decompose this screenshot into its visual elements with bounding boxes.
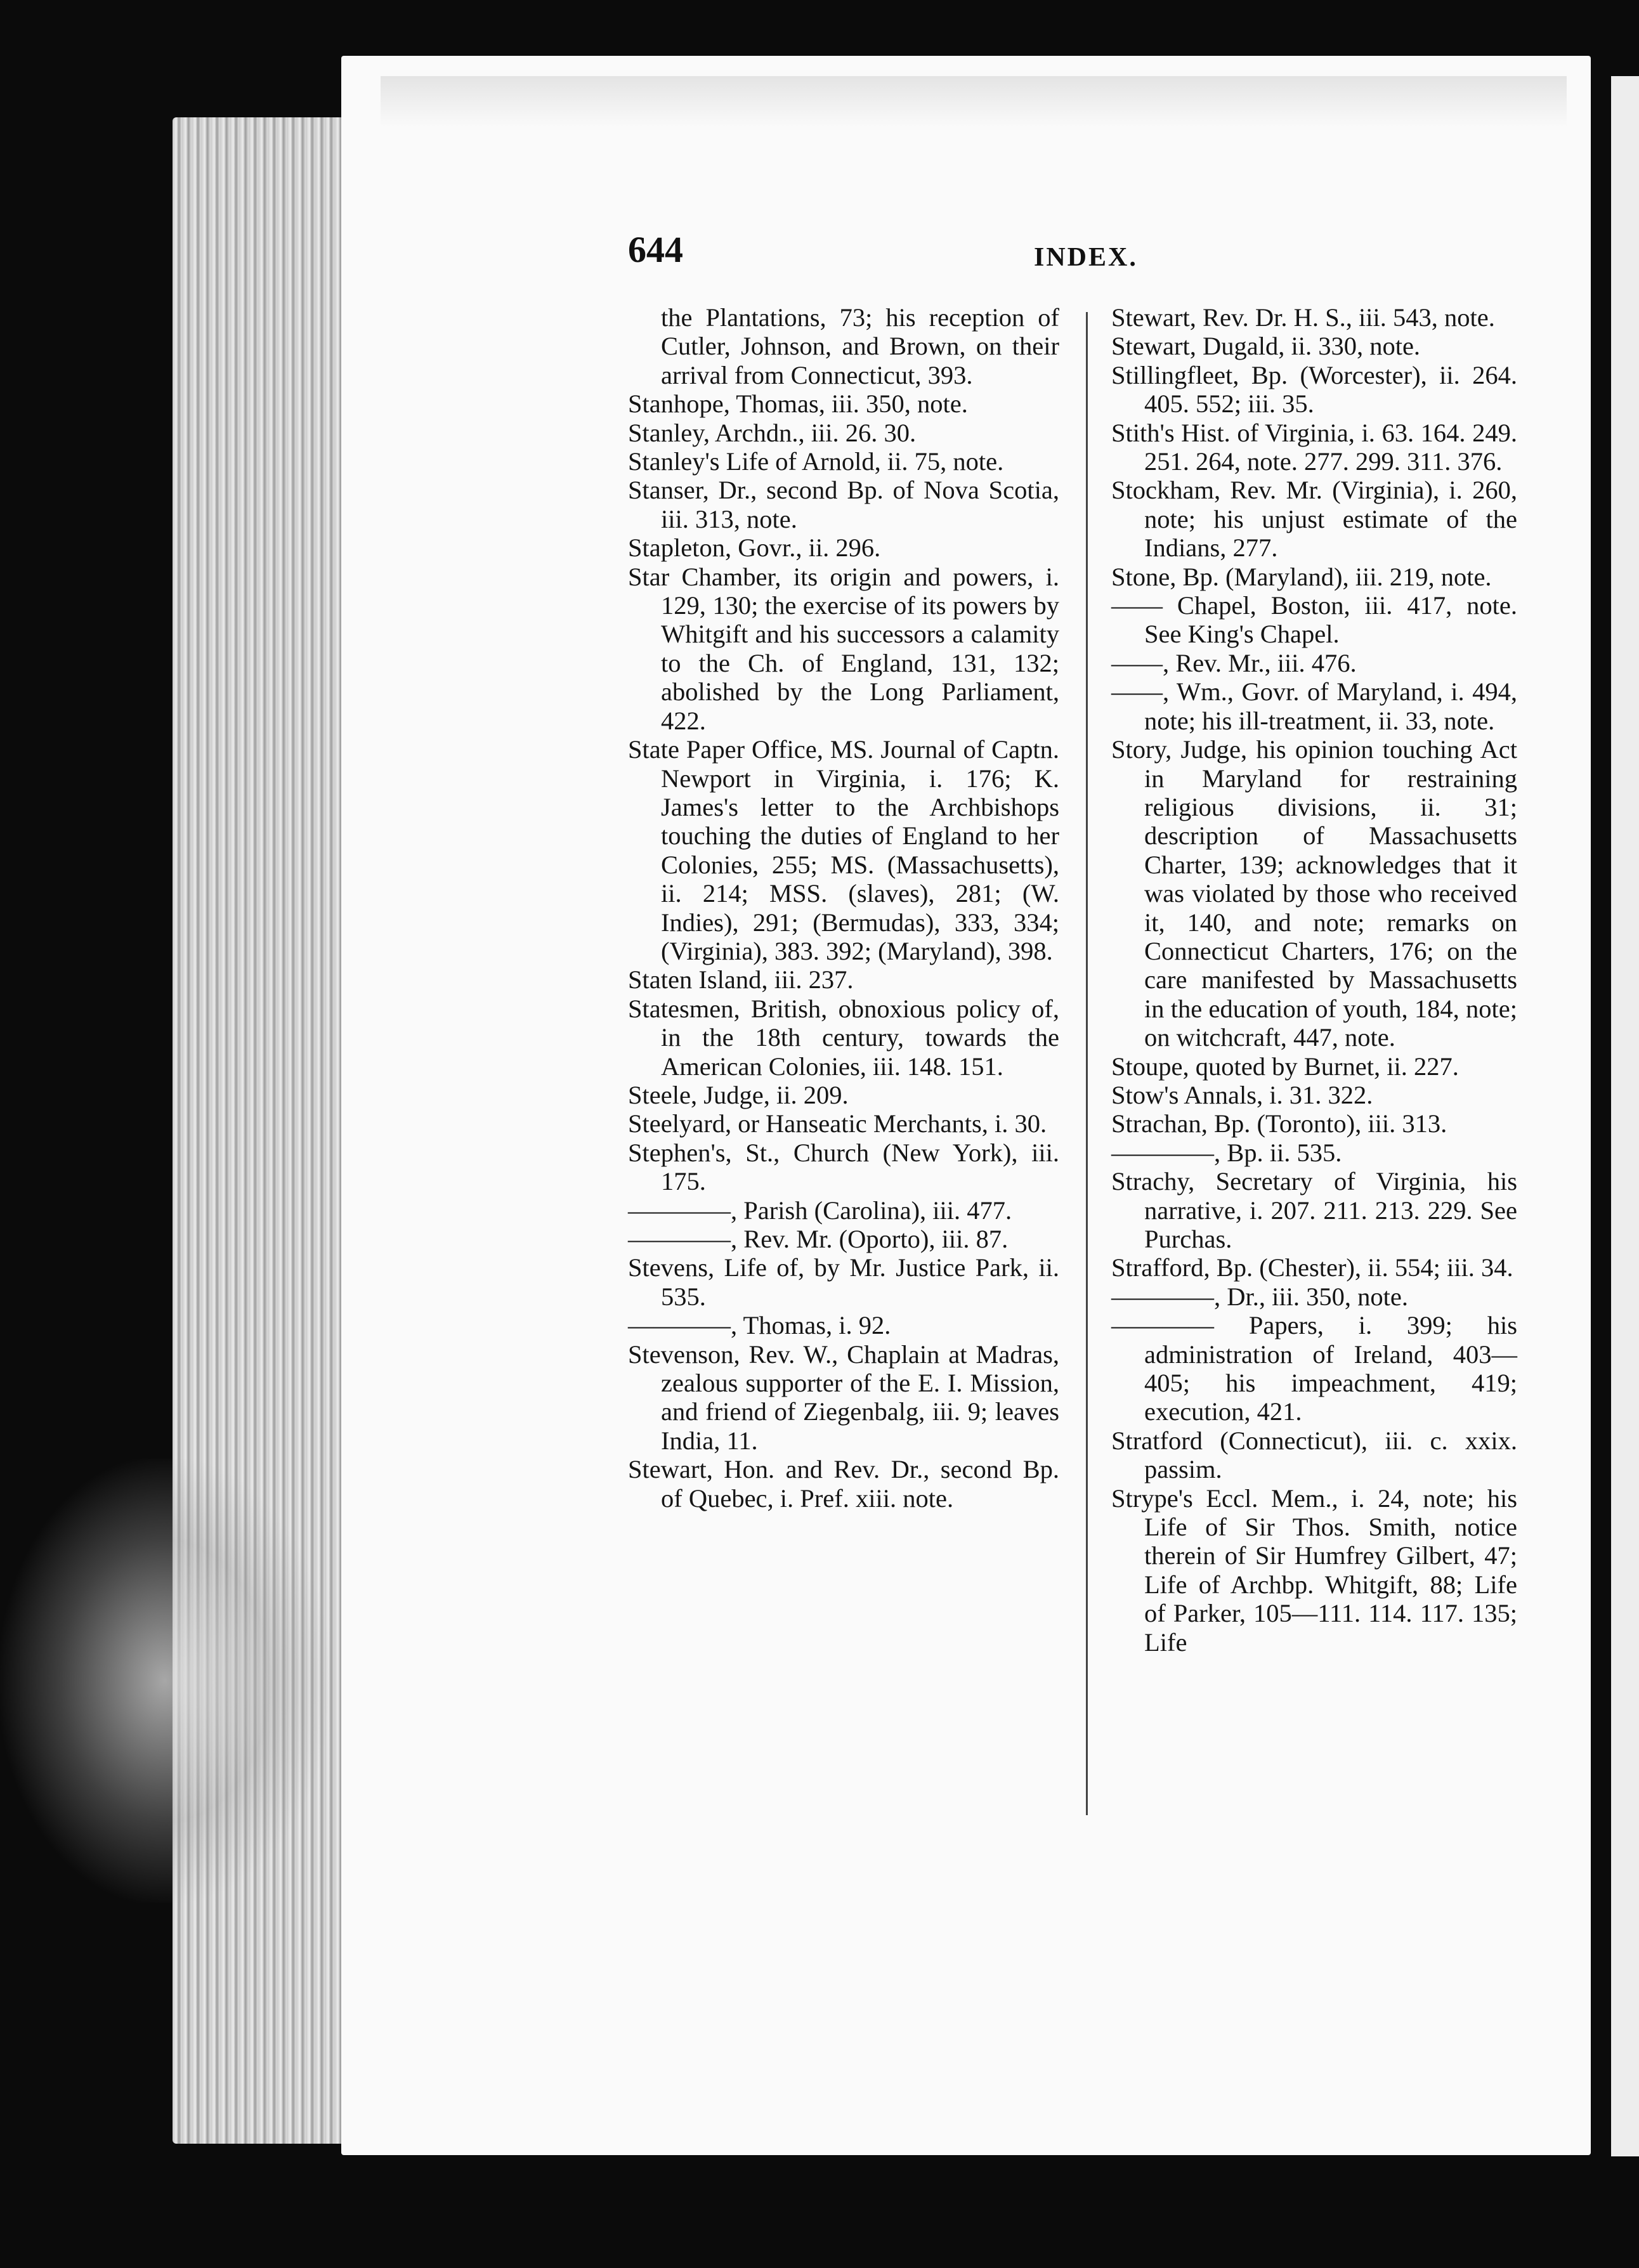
index-entry: Strachy, Secretary of Virginia, his narrative, i. 207. 211. 213. 229. See Purchas. <box>1111 1167 1517 1253</box>
index-entry: Stevens, Life of, by Mr. Justice Park, ii. 535. <box>628 1253 1059 1311</box>
index-entry: Stoupe, quoted by Burnet, ii. 227. <box>1111 1052 1459 1081</box>
index-entry: Stewart, Hon. and Rev. Dr., second Bp. of Quebec, i. Pref. xiii. note. <box>628 1455 1059 1513</box>
index-entry: Steelyard, or Hanseatic Merchants, i. 30. <box>628 1109 1047 1138</box>
index-entry: Stanley's Life of Arnold, ii. 75, note. <box>628 447 1004 476</box>
index-entry: Stapleton, Govr., ii. 296. <box>628 533 881 563</box>
index-entry: Stillingfleet, Bp. (Worcester), ii. 264. 405. 552; iii. 35. <box>1111 360 1517 419</box>
running-head: INDEX. <box>1034 243 1138 272</box>
index-entry: ————, Dr., iii. 350, note. <box>1111 1282 1408 1311</box>
index-entry: ——, Wm., Govr. of Maryland, i. 494, note; his ill-treatment, ii. 33, note. <box>1111 677 1517 735</box>
index-entry: Stow's Annals, i. 31. 322. <box>1111 1080 1373 1109</box>
index-entry: Stewart, Rev. Dr. H. S., iii. 543, note. <box>1111 303 1495 332</box>
index-entry: Stith's Hist. of Virginia, i. 63. 164. 249. 251. 264, note. 277. 299. 311. 376. <box>1111 418 1517 476</box>
index-entry: ————, Rev. Mr. (Oporto), iii. 87. <box>628 1225 1009 1253</box>
index-entry: Steele, Judge, ii. 209. <box>628 1080 849 1109</box>
index-entry: Stockham, Rev. Mr. (Virginia), i. 260, note; his unjust estimate of the Indians, 277. <box>1111 476 1517 563</box>
page-shadow <box>381 76 1567 127</box>
facing-page-edge <box>1611 76 1639 2156</box>
index-column-right <box>1111 303 1517 1657</box>
index-entry: ———— Papers, i. 399; his administration of Ireland, 403—405; his impeachment, 419; execution, 421. <box>1111 1311 1517 1426</box>
index-entry: the Plantations, 73; his reception of Cutler, Johnson, and Brown, on their arrival from Connecticut, 393. <box>661 303 1059 389</box>
index-entry: Star Chamber, its origin and powers, i. 129, 130; the exercise of its powers by Whitgift and his successors a calamity to the Ch. of England, 131, 132; abolished by the Long Parliament, 422. <box>628 562 1059 735</box>
index-entry: Stanser, Dr., second Bp. of Nova Scotia, iii. 313, note. <box>628 476 1059 533</box>
scan-smudge <box>0 1459 330 1903</box>
index-entry: —— Chapel, Boston, iii. 417, note. See King's Chapel. <box>1111 591 1517 649</box>
index-entry: Staten Island, iii. 237. <box>628 965 854 994</box>
index-entry: Stone, Bp. (Maryland), iii. 219, note. <box>1111 562 1492 591</box>
index-entry: Statesmen, British, obnoxious policy of, in the 18th century, towards the American Colonies, iii. 148. 151. <box>628 994 1059 1081</box>
index-entry: Strachan, Bp. (Toronto), iii. 313. <box>1111 1109 1447 1138</box>
index-entry: Stewart, Dugald, ii. 330, note. <box>1111 332 1421 361</box>
index-entry: Story, Judge, his opinion touching Act in Maryland for restraining religious divisions, ii. 31; description of Massachusetts Charter, 139; acknowledges that it was violated by those who received it, 140, and note; remarks on Connecticut Charters, 176; on the care manifested by Massachusetts in the education of youth, 184, note; on witchcraft, 447, note. <box>1111 735 1517 1052</box>
index-entry: ————, Parish (Carolina), iii. 477. <box>628 1196 1012 1225</box>
index-entry: Stevenson, Rev. W., Chaplain at Madras, zealous supporter of the E. I. Mission, and friend of Ziegenbalg, iii. 9; leaves India, 11. <box>628 1339 1059 1455</box>
index-entry: ——, Rev. Mr., iii. 476. <box>1111 648 1357 677</box>
index-entry: Stanley, Archdn., iii. 26. 30. <box>628 418 917 447</box>
index-entry: Stanhope, Thomas, iii. 350, note. <box>628 389 968 419</box>
index-entry: Stephen's, St., Church (New York), iii. 175. <box>628 1138 1059 1196</box>
column-divider <box>1086 312 1088 1815</box>
index-entry: Strype's Eccl. Mem., i. 24, note; his Life of Sir Thos. Smith, notice therein of Sir Humfrey Gilbert, 47; Life of Archbp. Whitgift, 88; Life of Parker, 105—111. 114. 117. 135; Life <box>1111 1483 1517 1657</box>
index-column-left <box>628 303 1059 1513</box>
index-entry: ————, Bp. ii. 535. <box>1111 1138 1342 1167</box>
index-entry: Strafford, Bp. (Chester), ii. 554; iii. 34. <box>1111 1253 1513 1282</box>
page-number: 644 <box>628 229 683 270</box>
index-entry: ————, Thomas, i. 92. <box>628 1311 891 1340</box>
index-entry: State Paper Office, MS. Journal of Captn. Newport in Virginia, i. 176; K. James's letter to the Archbishops touching the duties of England to her Colonies, 255; MS. (Massachusetts), ii. 214; MSS. (slaves), 281; (W. Indies), 291; (Bermudas), 333, 334; (Virginia), 383. 392; (Maryland), 398. <box>628 735 1059 965</box>
index-entry: Stratford (Connecticut), iii. c. xxix. passim. <box>1111 1426 1517 1484</box>
